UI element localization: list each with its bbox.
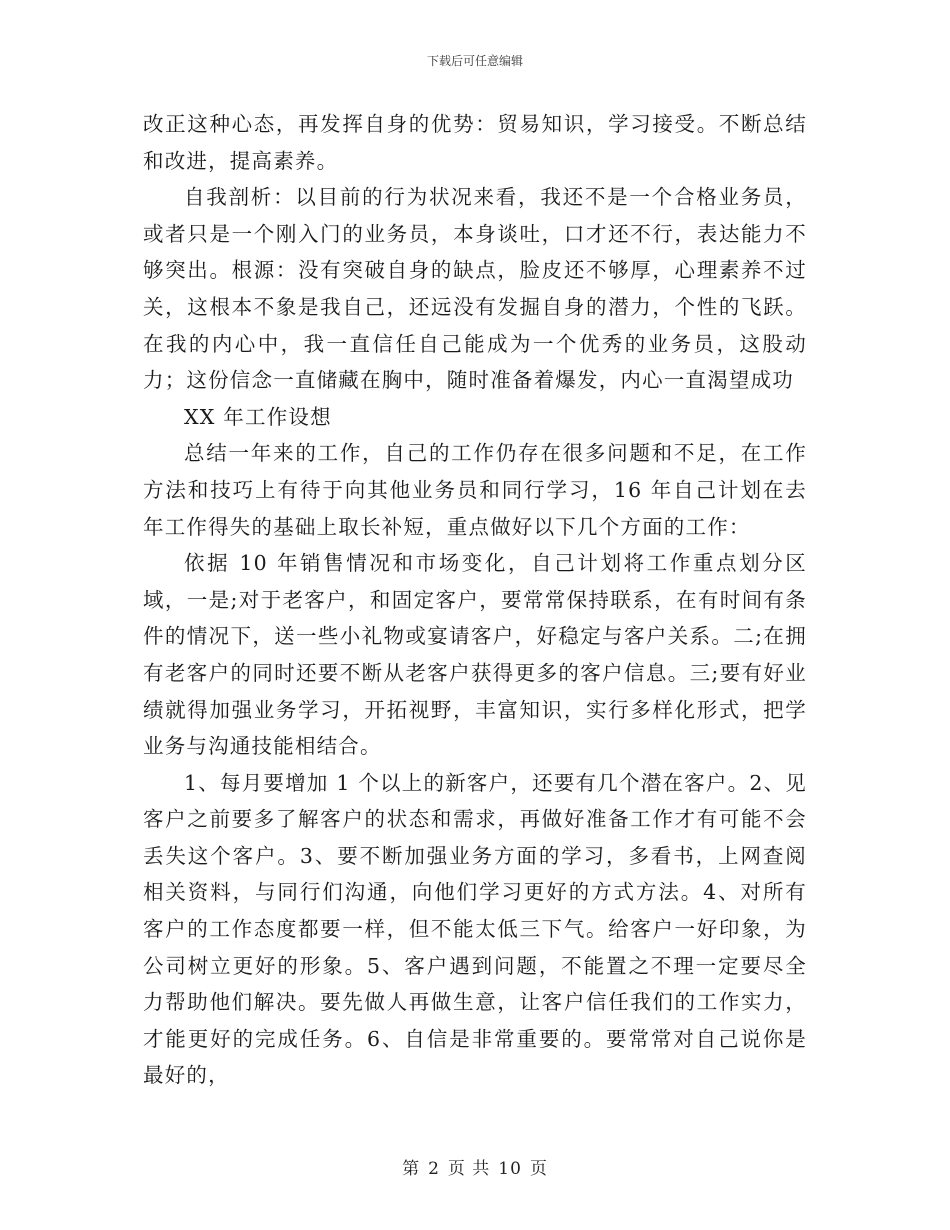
paragraph-list: 1、每月要增加 1 个以上的新客户，还要有几个潜在客户。2、见客户之前要多了解客户的状态和需求，再做好准备工作才有可能不会丢失这个客户。3、要不断加强业务方面的学习，多看书，上网查阅相关资料，与同行们沟通，向他们学习更好的方式方法。4、对所有客户的工作态度都要一样，但不能太低三下气。给客户一好印象，为公司树立更好的形象。5、客户遇到问题，不能置之不理一定要尽全力帮助他们解决。要先做人再做生意，让客户信任我们的工作实力，才能更好的完成任务。6、自信是非常重要的。要常常对自己说你是最好的， (143, 770, 807, 1088)
paragraph-self-analysis: 自我剖析：以目前的行为状况来看，我还不是一个合格业务员，或者只是一个刚入门的业务员，本身谈吐，口才还不行，表达能力不够突出。根源：没有突破自身的缺点，脸皮还不够厚，心理素养不过关，这根本不象是我自己，还远没有发掘自身的潜力，个性的飞跃。在我的内心中，我一直信任自己能成为一个优秀的业务员，这股动力；这份信念一直储藏在胸中，随时准备着爆发，内心一直渴望成功 (143, 185, 807, 393)
page-footer (0, 1154, 950, 1179)
paragraph-plan: 依据 10 年销售情况和市场变化，自己计划将工作重点划分区域，一是;对于老客户，和固定客户，要常常保持联系，在有时间有条件的情况下，送一些小礼物或宴请客户，好稳定与客户关系。二;在拥有老客户的同时还要不断从老客户获得更多的客户信息。三;要有好业绩就得加强业务学习，开拓视野，丰富知识，实行多样化形式，把学业务与沟通技能相结合。 (143, 551, 807, 759)
footer-middle: 页 共 (447, 1159, 491, 1179)
paragraph-summary: 总结一年来的工作，自己的工作仍存在很多问题和不足，在工作方法和技巧上有待于向其他业务员和同行学习，16 年自己计划在去年工作得失的基础上取长补短，重点做好以下几个方面的工作： (143, 441, 807, 539)
document-body (143, 106, 807, 1094)
footer-total-pages: 10 (498, 1159, 522, 1179)
header-note: 下载后可任意编辑 (426, 54, 523, 68)
footer-prefix: 第 (402, 1159, 421, 1179)
section-heading: XX 年工作设想 (184, 404, 332, 429)
paragraph-continuation: 改正这种心态，再发挥自身的优势：贸易知识，学习接受。不断总结和改进，提高素养。 (143, 112, 807, 173)
footer-suffix: 页 (529, 1159, 548, 1179)
footer-current-page: 2 (428, 1159, 440, 1179)
